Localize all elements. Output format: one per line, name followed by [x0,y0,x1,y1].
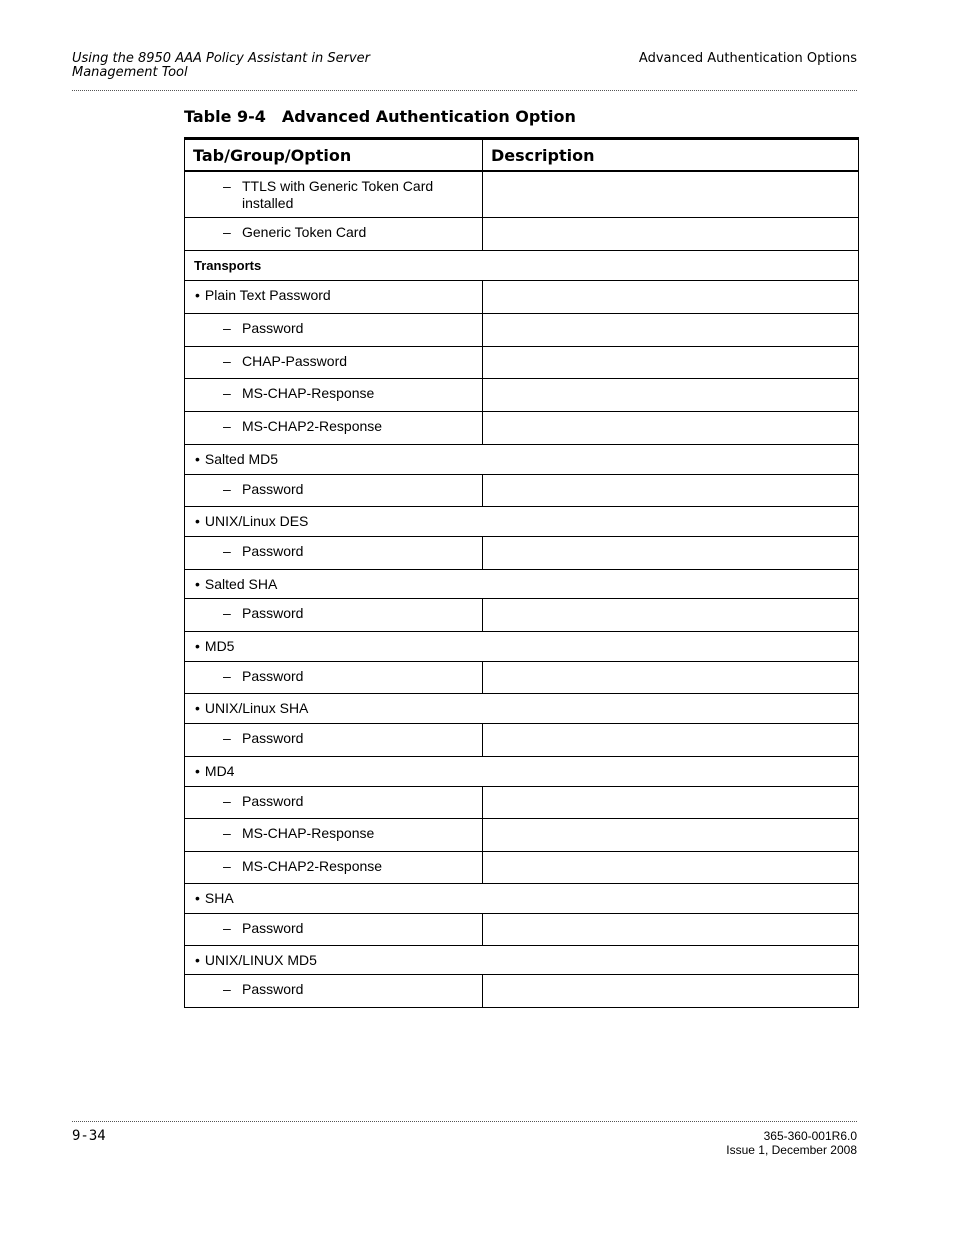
table-row [185,346,859,378]
table-row [185,851,859,883]
group-label: UNIX/LINUX MD5 [204,951,317,968]
issue-date: Issue 1, December 2008 [726,1143,857,1157]
table-group-row [185,883,859,913]
bullet-marker: • [195,951,200,968]
dash-marker: – [223,857,231,874]
table-group-row [185,506,859,536]
dash-marker: – [223,223,231,240]
option-label: MS-CHAP2-Response [242,857,383,874]
dash-marker: – [223,792,231,809]
option-label: MS-CHAP2-Response [242,417,383,434]
description-cell [483,411,859,444]
table-section-row [185,250,859,280]
description-cell [483,913,859,945]
description-cell [483,313,859,346]
option-label: Password [242,604,304,621]
description-cell [483,536,859,569]
table-number: Table 9-4 [184,107,266,126]
dash-marker: – [223,384,231,401]
description-cell [483,378,859,411]
dash-marker: – [223,319,231,336]
table-group-row [185,569,859,598]
column-header-option: Tab/Group/Option [185,139,483,172]
option-label: Password [242,729,304,746]
dash-marker: – [223,824,231,841]
bullet-marker: • [195,889,200,906]
option-cell [185,313,483,346]
option-cell [185,723,483,756]
description-cell [483,974,859,1007]
group-label: UNIX/Linux SHA [204,699,309,716]
option-cell [185,598,483,631]
table-row [185,280,859,313]
group-cell [185,506,859,536]
option-cell [185,346,483,378]
option-cell [185,378,483,411]
option-cell [185,818,483,851]
option-label: Password [242,480,304,497]
option-label: CHAP-Password [242,352,348,369]
option-cell [185,171,483,217]
option-label: MS-CHAP-Response [242,384,375,401]
table-row [185,411,859,444]
document-number: 365-360-001R6.0 [763,1129,857,1143]
description-cell [483,598,859,631]
table-title: Advanced Authentication Option [281,107,576,126]
description-cell [483,723,859,756]
option-cell [185,913,483,945]
description-cell [483,661,859,693]
section-heading: Transports [194,257,262,273]
dash-marker: – [223,729,231,746]
option-cell [185,786,483,818]
group-label: UNIX/Linux DES [204,512,309,529]
header-divider [72,90,857,91]
table-row [185,474,859,506]
dash-marker: – [223,667,231,684]
section-heading-cell [185,250,859,280]
bullet-marker: • [195,286,200,303]
bullet-marker: • [195,762,200,779]
column-header-description: Description [483,139,859,172]
running-header-section: Advanced Authentication Options [638,51,857,66]
table-row [185,536,859,569]
options-table [184,137,859,1008]
group-cell [185,945,859,974]
dash-marker: – [223,919,231,936]
option-cell [185,974,483,1007]
bullet-marker: • [195,699,200,716]
table-row [185,913,859,945]
dash-marker: – [223,352,231,369]
group-cell [185,444,859,474]
option-cell [185,536,483,569]
group-label: Salted SHA [204,575,278,592]
table-row [185,818,859,851]
bullet-marker: • [195,637,200,654]
option-label: Generic Token Card [242,223,367,240]
option-label: MS-CHAP-Response [242,824,375,841]
footer-divider [72,1121,857,1122]
table-row [185,217,859,250]
group-cell [185,631,859,661]
running-header-title-line2: Management Tool [72,65,188,80]
table-row [185,661,859,693]
dash-marker: – [223,178,231,194]
option-label: Password [242,319,304,336]
option-label: Password [242,667,304,684]
description-cell [483,786,859,818]
table-row [185,598,859,631]
footer-doc-info [726,1129,857,1157]
table-group-row [185,756,859,786]
group-label: SHA [204,889,234,906]
group-label: MD5 [204,637,235,654]
option-label: Plain Text Password [204,286,331,303]
dash-marker: – [223,604,231,621]
bullet-marker: • [195,512,200,529]
option-cell [185,661,483,693]
option-label: TTLS with Generic Token Card installed [242,178,434,211]
running-header-title-line1: Using the 8950 AAA Policy Assistant in Server [72,51,370,66]
option-cell [185,280,483,313]
description-cell [483,474,859,506]
page-number: 9-34 [72,1128,106,1144]
group-cell [185,569,859,598]
table-row [185,378,859,411]
description-cell [483,818,859,851]
group-cell [185,883,859,913]
option-label: Password [242,919,304,936]
table-row [185,786,859,818]
description-cell [483,217,859,250]
running-header-title [72,52,370,80]
bullet-marker: • [195,450,200,467]
description-cell [483,346,859,378]
dash-marker: – [223,980,231,997]
option-label: Password [242,792,304,809]
table-group-row [185,693,859,723]
dash-marker: – [223,542,231,559]
group-cell [185,693,859,723]
option-label: Password [242,980,304,997]
description-cell [483,171,859,217]
description-cell [483,851,859,883]
table-row [185,171,859,217]
table-row [185,723,859,756]
description-cell [483,280,859,313]
option-cell [185,851,483,883]
group-cell [185,756,859,786]
option-cell [185,474,483,506]
dash-marker: – [223,480,231,497]
table-caption [184,107,576,126]
option-label: Password [242,542,304,559]
table-row [185,974,859,1007]
table-row [185,313,859,346]
group-label: Salted MD5 [204,450,279,467]
option-cell [185,411,483,444]
table-group-row [185,945,859,974]
option-cell [185,217,483,250]
bullet-marker: • [195,575,200,592]
table-group-row [185,631,859,661]
table-group-row [185,444,859,474]
group-label: MD4 [204,762,235,779]
table-header-row [185,139,859,172]
dash-marker: – [223,417,231,434]
